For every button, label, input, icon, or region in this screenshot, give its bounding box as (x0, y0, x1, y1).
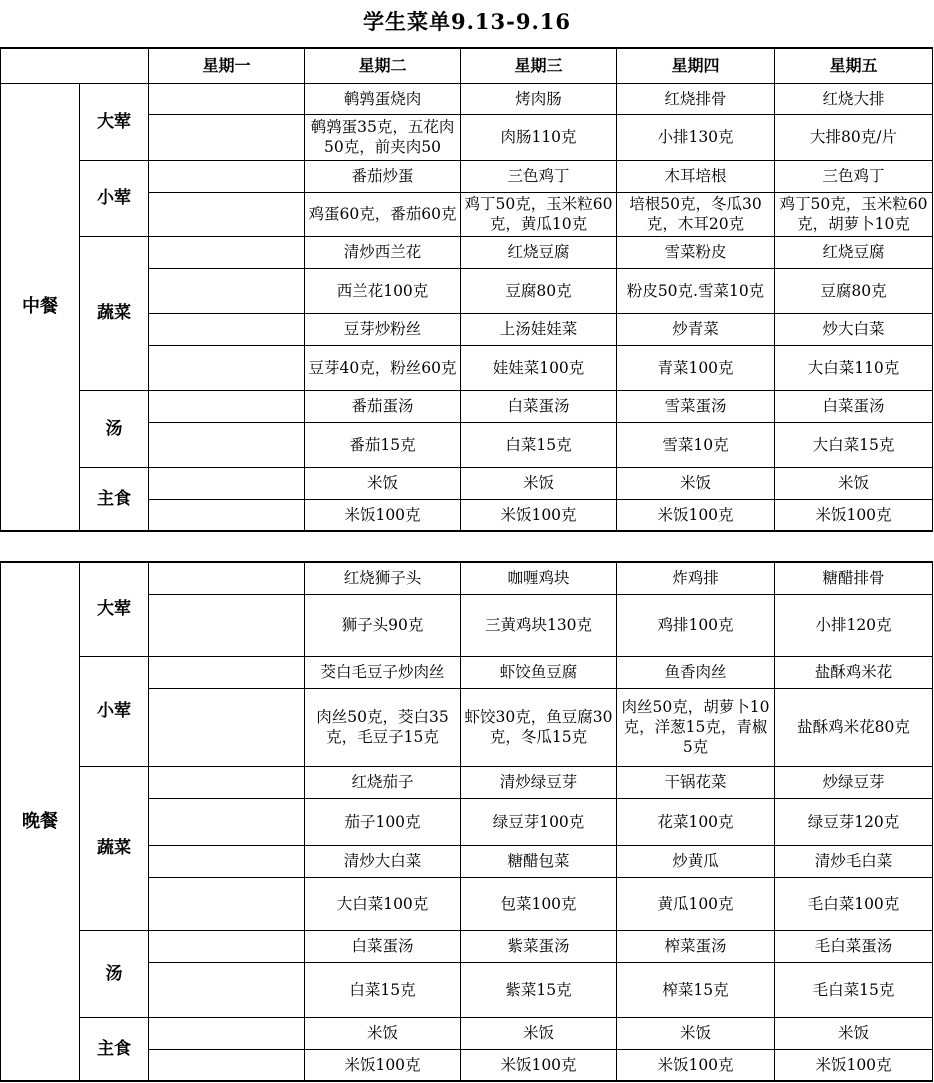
dish-cell: 炒黄瓜 (617, 845, 775, 877)
menu-row (1, 1017, 933, 1049)
dish-cell: 白菜蛋汤 (305, 930, 461, 962)
dish-cell (149, 562, 305, 594)
menu-row (1, 930, 933, 962)
dish-cell: 烤肉肠 (461, 83, 617, 114)
menu-row (1, 656, 933, 688)
ingredient-cell: 米饭100克 (305, 499, 461, 531)
ingredient-cell (149, 594, 305, 656)
dish-cell: 红烧豆腐 (775, 236, 933, 268)
ingredient-cell: 肉肠110克 (461, 114, 617, 160)
dish-cell (149, 83, 305, 114)
ingredient-cell: 大白菜15克 (775, 422, 933, 467)
ingredient-cell: 鸡蛋60克，番茄60克 (305, 192, 461, 236)
dish-cell: 盐酥鸡米花 (775, 656, 933, 688)
dish-cell: 清炒毛白菜 (775, 845, 933, 877)
dish-cell: 炒青菜 (617, 313, 775, 345)
ingredient-cell: 绿豆芽120克 (775, 798, 933, 845)
ingredient-cell: 番茄15克 (305, 422, 461, 467)
ingredient-cell (149, 962, 305, 1017)
ingredient-cell (149, 688, 305, 766)
dish-cell: 鹌鹑蛋烧肉 (305, 83, 461, 114)
ingredient-cell: 鸡丁50克，玉米粒60克，黄瓜10克 (461, 192, 617, 236)
ingredient-cell: 白菜15克 (461, 422, 617, 467)
category-label: 大荤 (80, 83, 149, 160)
dish-cell (149, 930, 305, 962)
dish-cell: 红烧茄子 (305, 766, 461, 798)
dish-cell (149, 160, 305, 192)
dish-cell: 红烧狮子头 (305, 562, 461, 594)
dish-cell: 清炒大白菜 (305, 845, 461, 877)
dish-cell (149, 766, 305, 798)
ingredient-cell: 雪菜10克 (617, 422, 775, 467)
day-header: 星期四 (617, 48, 775, 83)
day-header: 星期三 (461, 48, 617, 83)
ingredient-cell: 三黄鸡块130克 (461, 594, 617, 656)
dish-cell: 雪菜蛋汤 (617, 390, 775, 422)
dish-cell: 虾饺鱼豆腐 (461, 656, 617, 688)
ingredient-cell (149, 1049, 305, 1081)
dish-cell: 咖喱鸡块 (461, 562, 617, 594)
dish-cell (149, 845, 305, 877)
dish-cell: 糖醋排骨 (775, 562, 933, 594)
ingredient-cell: 虾饺30克，鱼豆腐30克，冬瓜15克 (461, 688, 617, 766)
dish-cell: 鱼香肉丝 (617, 656, 775, 688)
ingredient-cell: 鸡排100克 (617, 594, 775, 656)
category-label: 蔬菜 (80, 236, 149, 390)
dish-cell (149, 236, 305, 268)
ingredient-cell: 小排130克 (617, 114, 775, 160)
dish-cell: 清炒西兰花 (305, 236, 461, 268)
ingredient-cell: 茄子100克 (305, 798, 461, 845)
dish-cell: 番茄炒蛋 (305, 160, 461, 192)
dish-cell: 番茄蛋汤 (305, 390, 461, 422)
dish-cell: 米饭 (305, 467, 461, 499)
dish-cell: 三色鸡丁 (461, 160, 617, 192)
dish-cell: 糖醋包菜 (461, 845, 617, 877)
ingredient-cell: 鹌鹑蛋35克，五花肉50克，前夹肉50 (305, 114, 461, 160)
ingredient-cell: 毛白菜15克 (775, 962, 933, 1017)
ingredient-cell: 青菜100克 (617, 345, 775, 390)
ingredient-cell: 肉丝50克，茭白35克，毛豆子15克 (305, 688, 461, 766)
dish-cell: 白菜蛋汤 (461, 390, 617, 422)
dish-cell (149, 1017, 305, 1049)
dish-cell (149, 656, 305, 688)
ingredient-cell: 大白菜100克 (305, 877, 461, 930)
ingredient-cell: 米饭100克 (775, 1049, 933, 1081)
lunch-menu-table (0, 47, 933, 532)
menu-row (1, 390, 933, 422)
day-header: 星期二 (305, 48, 461, 83)
ingredient-cell: 盐酥鸡米花80克 (775, 688, 933, 766)
dish-cell: 米饭 (775, 467, 933, 499)
ingredient-cell: 肉丝50克，胡萝卜10克，洋葱15克，青椒5克 (617, 688, 775, 766)
meal-label: 中餐 (1, 83, 80, 531)
menu-row (1, 236, 933, 268)
ingredient-cell: 白菜15克 (305, 962, 461, 1017)
dish-cell (149, 467, 305, 499)
dish-cell: 干锅花菜 (617, 766, 775, 798)
menu-row (1, 467, 933, 499)
dish-cell: 上汤娃娃菜 (461, 313, 617, 345)
ingredient-cell: 娃娃菜100克 (461, 345, 617, 390)
ingredient-cell (149, 877, 305, 930)
dish-cell (149, 390, 305, 422)
category-label: 小荤 (80, 160, 149, 236)
ingredient-cell (149, 345, 305, 390)
ingredient-cell: 大排80克/片 (775, 114, 933, 160)
dish-cell: 木耳培根 (617, 160, 775, 192)
dish-cell: 米饭 (461, 1017, 617, 1049)
dinner-menu-table (0, 561, 933, 1082)
ingredient-cell: 狮子头90克 (305, 594, 461, 656)
ingredient-cell (149, 268, 305, 313)
dish-cell (149, 313, 305, 345)
ingredient-cell: 包菜100克 (461, 877, 617, 930)
dish-cell: 白菜蛋汤 (775, 390, 933, 422)
dish-cell: 雪菜粉皮 (617, 236, 775, 268)
category-label: 大荤 (80, 562, 149, 656)
dish-cell: 红烧豆腐 (461, 236, 617, 268)
dish-cell: 茭白毛豆子炒肉丝 (305, 656, 461, 688)
category-label: 主食 (80, 1017, 149, 1081)
category-label: 汤 (80, 930, 149, 1017)
dish-cell: 米饭 (617, 467, 775, 499)
dish-cell: 榨菜蛋汤 (617, 930, 775, 962)
ingredient-cell: 豆腐80克 (461, 268, 617, 313)
day-header: 星期一 (149, 48, 305, 83)
ingredient-cell: 绿豆芽100克 (461, 798, 617, 845)
ingredient-cell (149, 422, 305, 467)
dish-cell: 毛白菜蛋汤 (775, 930, 933, 962)
ingredient-cell: 紫菜15克 (461, 962, 617, 1017)
ingredient-cell: 榨菜15克 (617, 962, 775, 1017)
ingredient-cell (149, 192, 305, 236)
ingredient-cell: 米饭100克 (775, 499, 933, 531)
dish-cell: 炒大白菜 (775, 313, 933, 345)
category-label: 蔬菜 (80, 766, 149, 930)
day-header: 星期五 (775, 48, 933, 83)
ingredient-cell: 大白菜110克 (775, 345, 933, 390)
ingredient-cell: 米饭100克 (305, 1049, 461, 1081)
ingredient-cell: 米饭100克 (617, 1049, 775, 1081)
ingredient-cell (149, 798, 305, 845)
ingredient-cell: 米饭100克 (461, 499, 617, 531)
ingredient-cell: 毛白菜100克 (775, 877, 933, 930)
dish-cell: 紫菜蛋汤 (461, 930, 617, 962)
ingredient-cell: 米饭100克 (461, 1049, 617, 1081)
ingredient-cell: 西兰花100克 (305, 268, 461, 313)
meal-label: 晚餐 (1, 562, 80, 1081)
dish-cell: 米饭 (305, 1017, 461, 1049)
dish-cell: 米饭 (775, 1017, 933, 1049)
ingredient-cell: 培根50克，冬瓜30克，木耳20克 (617, 192, 775, 236)
dish-cell: 豆芽炒粉丝 (305, 313, 461, 345)
dish-cell: 红烧大排 (775, 83, 933, 114)
ingredient-cell: 花菜100克 (617, 798, 775, 845)
ingredient-cell: 粉皮50克.雪菜10克 (617, 268, 775, 313)
header-blank-cell (1, 48, 149, 83)
day-header-row (1, 48, 933, 83)
ingredient-cell (149, 499, 305, 531)
dish-cell: 三色鸡丁 (775, 160, 933, 192)
ingredient-cell: 黄瓜100克 (617, 877, 775, 930)
ingredient-cell: 米饭100克 (617, 499, 775, 531)
ingredient-cell: 小排120克 (775, 594, 933, 656)
menu-row (1, 562, 933, 594)
menu-row (1, 766, 933, 798)
category-label: 小荤 (80, 656, 149, 766)
ingredient-cell: 鸡丁50克，玉米粒60克，胡萝卜10克 (775, 192, 933, 236)
category-label: 汤 (80, 390, 149, 467)
category-label: 主食 (80, 467, 149, 531)
ingredient-cell: 豆腐80克 (775, 268, 933, 313)
menu-row (1, 160, 933, 192)
dish-cell: 炸鸡排 (617, 562, 775, 594)
ingredient-cell: 豆芽40克，粉丝60克 (305, 345, 461, 390)
ingredient-cell (149, 114, 305, 160)
dish-cell: 红烧排骨 (617, 83, 775, 114)
dish-cell: 米饭 (617, 1017, 775, 1049)
dish-cell: 米饭 (461, 467, 617, 499)
dish-cell: 清炒绿豆芽 (461, 766, 617, 798)
dish-cell: 炒绿豆芽 (775, 766, 933, 798)
menu-row (1, 83, 933, 114)
page-title: 学生菜单9.13-9.16 (362, 9, 571, 34)
